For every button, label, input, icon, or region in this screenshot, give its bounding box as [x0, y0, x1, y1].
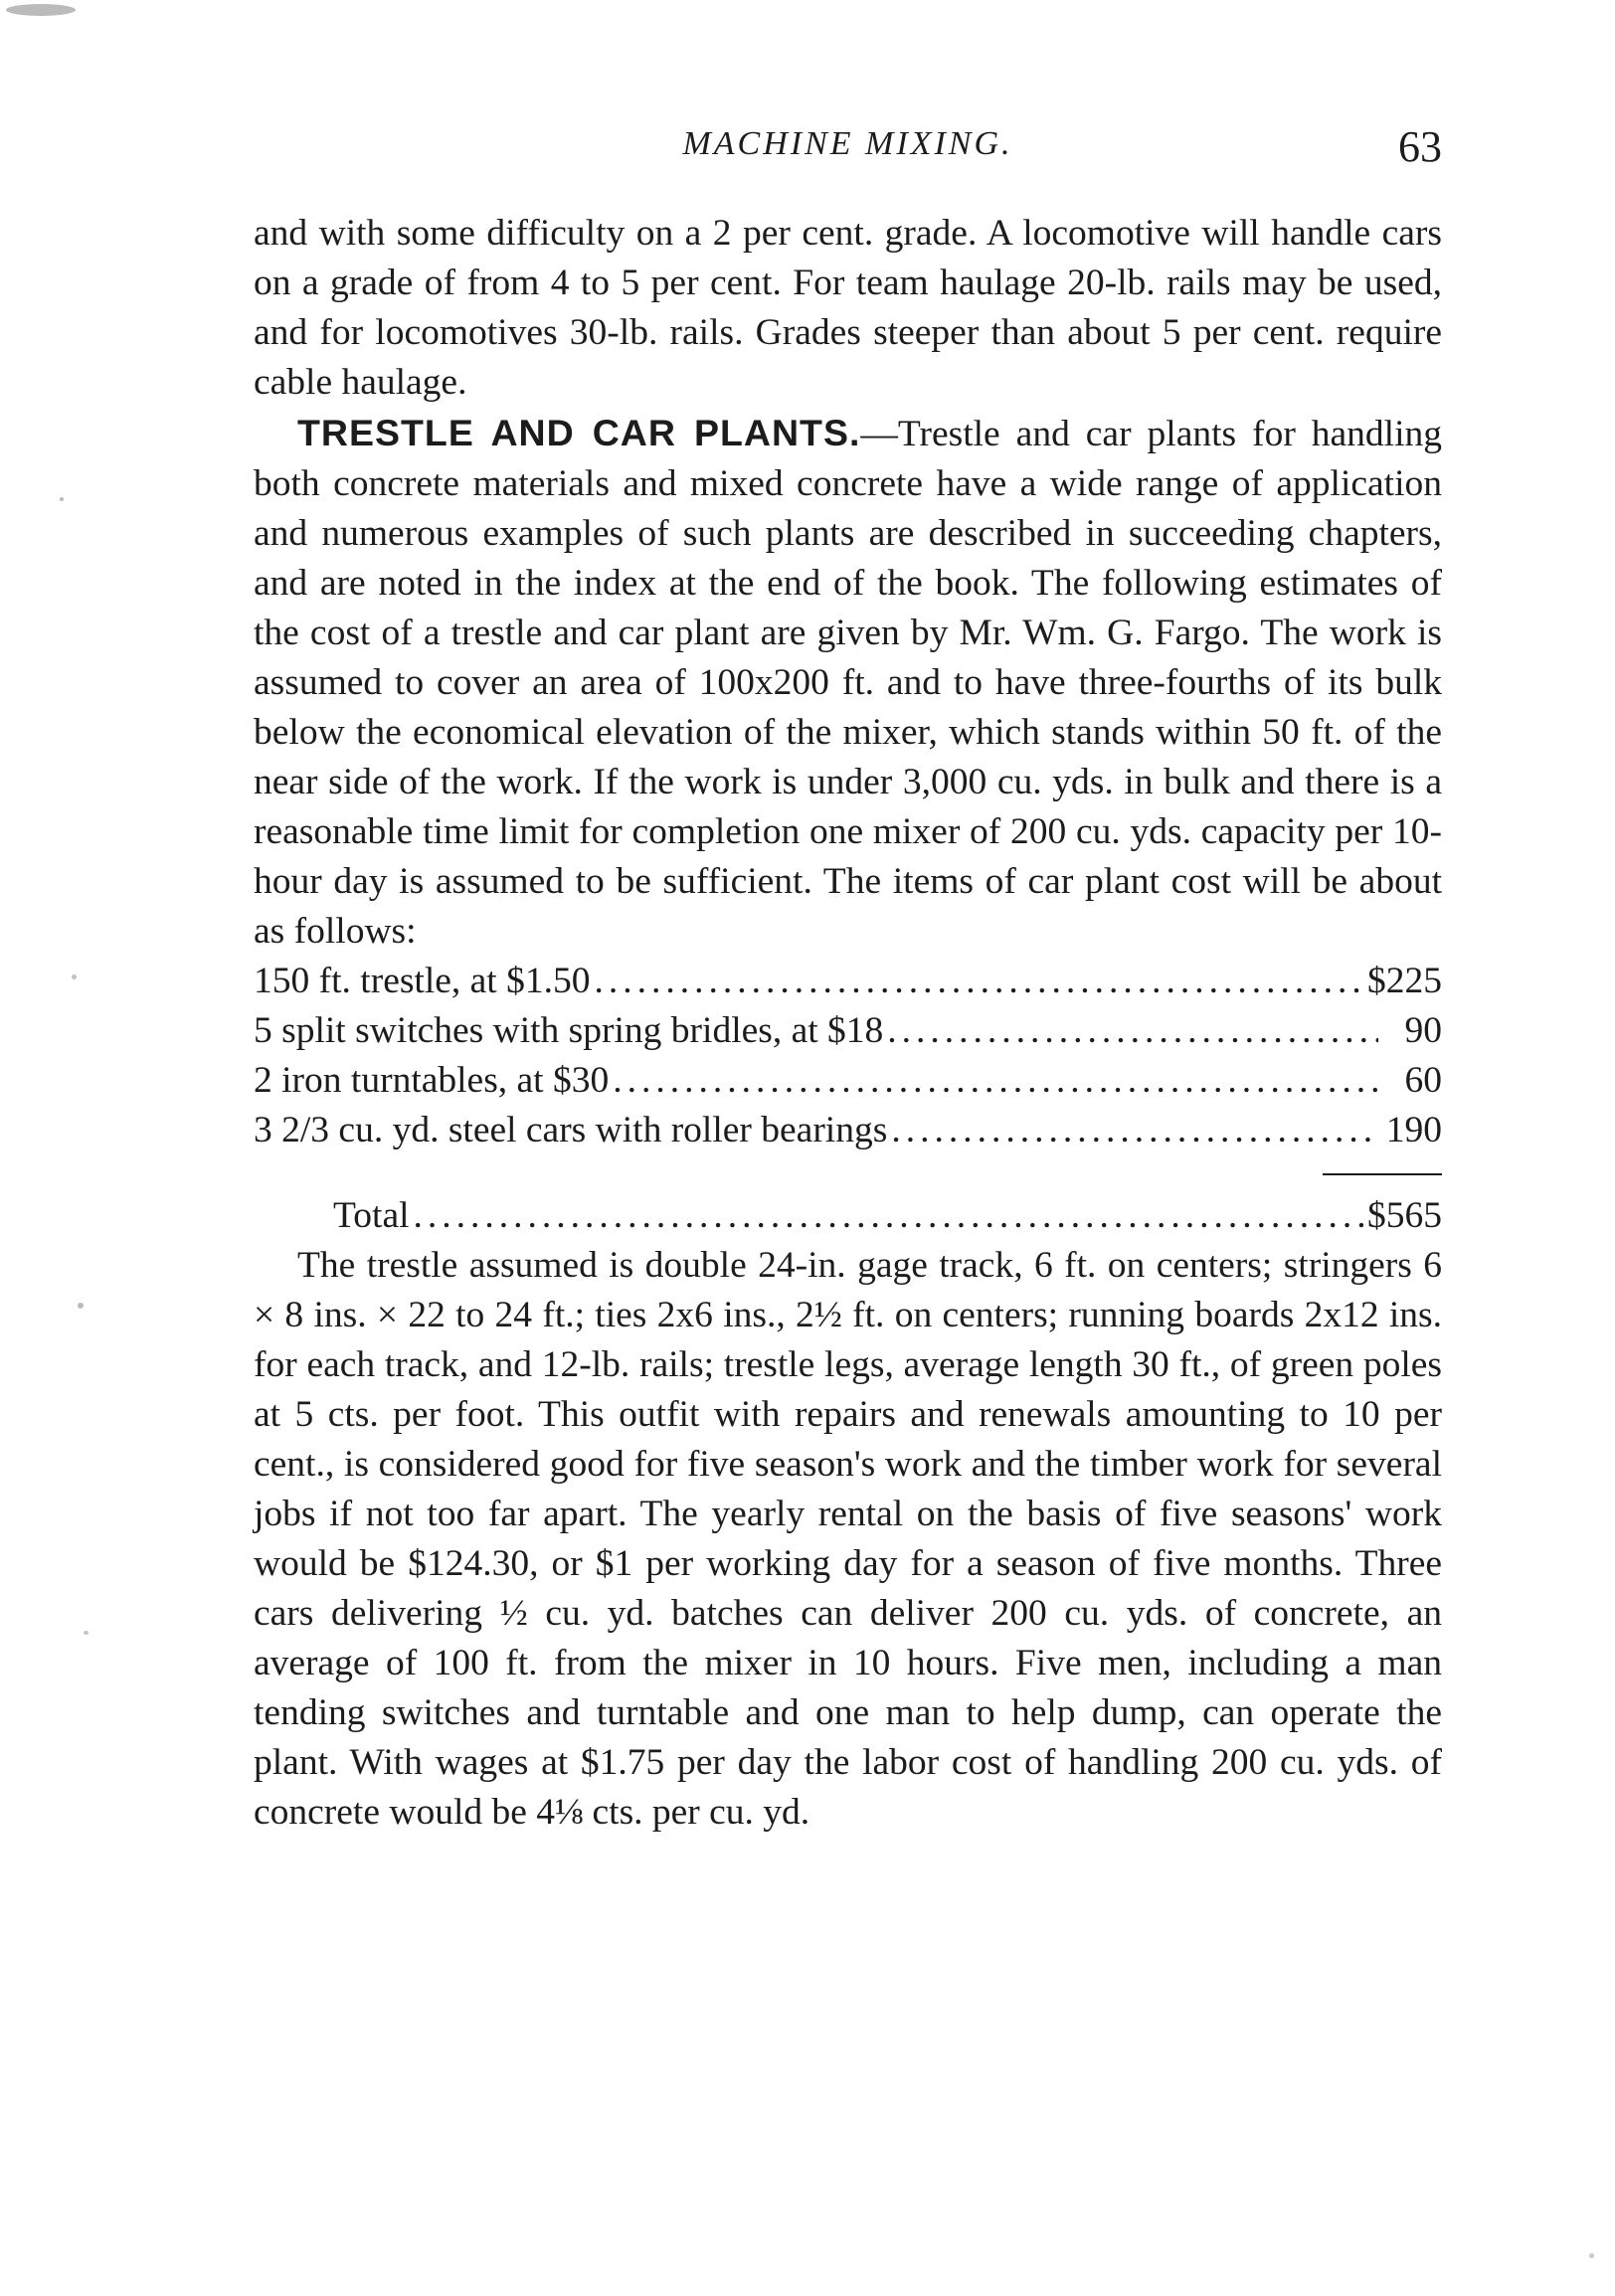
cost-item: 150 ft. trestle, at $1.50 — [254, 961, 591, 1001]
scan-speck — [60, 497, 64, 501]
scan-speck — [6, 4, 76, 16]
paragraph-trestle-body: —Trestle and car plants for handling both concrete materials and mixed concrete have a wide range of application and numerous examples of such plants are described in succeeding chapters, and are noted in the index at the end of the book. The following estimates of the cost of a trestle and car plant are given by Mr. Wm. G. Fargo. The work is assumed to cover an area of 100x200 ft. and to have three-fourths of its bulk below the economical elevation of the mixer, which stands within 50 ft. of the near side of the work. If the work is under 3,000 cu. yds. in bulk and there is a reasonable time limit for completion one mixer of 200 cu. yds. capacity per 10-hour day is assumed to be sufficient. The items of car plant cost will be about as follows: — [254, 414, 1443, 952]
paragraph-trestle-details: The trestle assumed is double 24-in. gage track, 6 ft. on centers; stringers 6 × 8 ins. × 22 to 24 ft.; ties 2x6 ins., 2½ ft. on centers; running boards 2x12 ins. for each track, and 12-lb. rails; trestle legs, average length 30 ft., of green poles at 5 cts. per foot. This outfit with repairs and renewals amounting to 10 per cent., is considered good for five season's work and the timber work for several jobs if not too far apart. The yearly rental on the basis of five seasons' work would be $124.30, or $1 per working day for a season of five months. Three cars delivering ½ cu. yd. batches can deliver 200 cu. yds. of concrete, an average of 100 ft. from the mixer in 10 hours. Five men, including a man tending switches and turntable and one man to help dump, can operate the plant. With wages at $1.75 per day the labor cost of handling 200 cu. yds. of concrete would be 4⅛ cts. per cu. yd. — [254, 1245, 1442, 1833]
cost-amount: 190 — [1385, 1110, 1442, 1150]
total-row — [254, 1191, 1442, 1241]
paragraph-trestle-plants — [254, 408, 1442, 957]
cost-item: 5 split switches with spring bridles, at $18 — [254, 1010, 884, 1051]
cost-amount: 60 — [1404, 1060, 1442, 1101]
total-rule — [1323, 1173, 1442, 1175]
cost-row — [254, 1106, 1442, 1155]
cost-table — [254, 957, 1442, 1241]
scan-speck — [1589, 2253, 1594, 2258]
page-header — [254, 121, 1442, 171]
page-number: 63 — [1398, 122, 1442, 171]
dot-leader — [891, 1106, 1378, 1155]
running-head: MACHINE MIXING. — [682, 125, 1013, 162]
scan-speck — [84, 1631, 89, 1635]
cost-row — [254, 1006, 1442, 1056]
scan-speck — [78, 1303, 84, 1309]
dot-leader — [613, 1056, 1378, 1106]
scan-speck — [72, 974, 77, 979]
paragraph-haulage: and with some difficulty on a 2 per cent. grade. A locomotive will handle cars on a grade of from 4 to 5 per cent. For team haulage 20-lb. rails may be used, and for locomotives 30-lb. rails. Grades steeper than about 5 per cent. require cable haulage. — [254, 213, 1442, 403]
body-text — [254, 209, 1442, 1838]
cost-row — [254, 1056, 1442, 1106]
dot-leader — [594, 957, 1363, 1006]
section-heading: TRESTLE AND CAR PLANTS. — [297, 412, 861, 453]
cost-amount: 90 — [1404, 1010, 1442, 1051]
cost-amount: $225 — [1367, 961, 1442, 1001]
cost-item: 2 iron turntables, at $30 — [254, 1060, 610, 1101]
total-label: Total — [333, 1195, 410, 1236]
total-amount: $565 — [1367, 1195, 1442, 1236]
dot-leader — [887, 1006, 1378, 1056]
cost-item: 3 2/3 cu. yd. steel cars with roller bearings — [254, 1110, 888, 1150]
cost-row — [254, 957, 1442, 1006]
dot-leader — [414, 1191, 1363, 1241]
